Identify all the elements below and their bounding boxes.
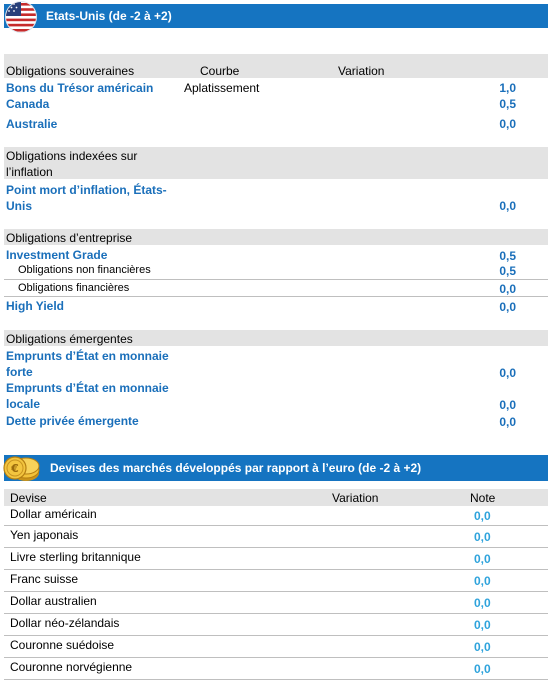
row-divider <box>4 613 548 614</box>
row-divider <box>4 591 548 592</box>
row-value: 1,0 <box>499 81 516 95</box>
row-divider <box>4 569 548 570</box>
section-fx-title: Devises des marchés développés par rapport à l’euro (de -2 à +2) <box>50 461 422 475</box>
row-label: Point mort d’inflation, États-Unis <box>6 183 167 213</box>
row-divider <box>4 679 548 680</box>
row-value: 0,5 <box>499 249 516 263</box>
fx-row-note: 0,0 <box>474 662 491 676</box>
fx-row-note: 0,0 <box>474 618 491 632</box>
euro-coins-icon <box>2 451 42 485</box>
fx-row-label: Couronne norvégienne <box>10 660 133 674</box>
emerging-header: Obligations émergentes <box>6 332 133 346</box>
currency-column-header: Devise <box>10 491 47 505</box>
emerging-header-row <box>4 330 548 346</box>
row-label: Canada <box>6 97 50 111</box>
row-label: Investment Grade <box>6 248 108 262</box>
fx-row-note: 0,0 <box>474 640 491 654</box>
inflation-header: Obligations indexées sur l’inflation <box>6 149 138 179</box>
inflation-header-row <box>4 147 548 179</box>
fx-row-label: Dollar néo-zélandais <box>10 616 120 630</box>
fx-row-label: Dollar australien <box>10 594 97 608</box>
row-value: 0,0 <box>499 199 516 213</box>
variation-column-header: Variation <box>332 491 379 505</box>
row-curve: Aplatissement <box>184 81 260 95</box>
row-value: 0,0 <box>499 398 516 412</box>
section-us-title-bar <box>4 4 548 28</box>
fx-row-note: 0,0 <box>474 596 491 610</box>
section-fx-title-bar <box>4 455 548 481</box>
row-label: Obligations non financières <box>18 264 151 276</box>
row-divider <box>4 279 548 280</box>
fx-row-note: 0,0 <box>474 552 491 566</box>
row-label: Bons du Trésor américain <box>6 81 154 95</box>
corporate-header-row <box>4 229 548 245</box>
corporate-header: Obligations d’entreprise <box>6 231 133 245</box>
row-label: Emprunts d’État en monnaie locale <box>6 381 169 411</box>
us-flag-icon <box>4 0 38 34</box>
row-value: 0,0 <box>499 415 516 429</box>
row-divider <box>4 296 548 297</box>
row-label: Obligations financières <box>18 282 130 294</box>
row-value: 0,0 <box>499 282 516 296</box>
fx-row-label: Yen japonais <box>10 528 79 542</box>
row-divider <box>4 635 548 636</box>
row-label: Australie <box>6 117 58 131</box>
sovereign-header: Obligations souveraines <box>6 64 135 78</box>
row-divider <box>4 657 548 658</box>
section-us-title: Etats-Unis (de -2 à +2) <box>46 9 172 23</box>
row-label: Dette privée émergente <box>6 414 139 428</box>
row-value: 0,5 <box>499 97 516 111</box>
fx-row-label: Franc suisse <box>10 572 79 586</box>
row-value: 0,0 <box>499 117 516 131</box>
fx-row-label: Livre sterling britannique <box>10 550 141 564</box>
row-value: 0,0 <box>499 366 516 380</box>
row-divider <box>4 525 548 526</box>
row-label: Emprunts d’État en monnaie forte <box>6 349 169 379</box>
row-label: High Yield <box>6 299 65 313</box>
variation-column-header: Variation <box>338 64 385 78</box>
row-divider <box>4 547 548 548</box>
fx-row-label: Couronne suédoise <box>10 638 115 652</box>
fx-row-note: 0,0 <box>474 509 491 523</box>
curve-column-header: Courbe <box>200 64 240 78</box>
sovereign-header-row <box>4 54 548 78</box>
row-value: 0,0 <box>499 300 516 314</box>
fx-header-row <box>4 489 548 506</box>
row-value: 0,5 <box>499 264 516 278</box>
fx-row-label: Dollar américain <box>10 507 97 521</box>
fx-row-note: 0,0 <box>474 530 491 544</box>
note-column-header: Note <box>470 491 496 505</box>
fx-row-note: 0,0 <box>474 574 491 588</box>
svg-text:€: € <box>11 462 19 475</box>
